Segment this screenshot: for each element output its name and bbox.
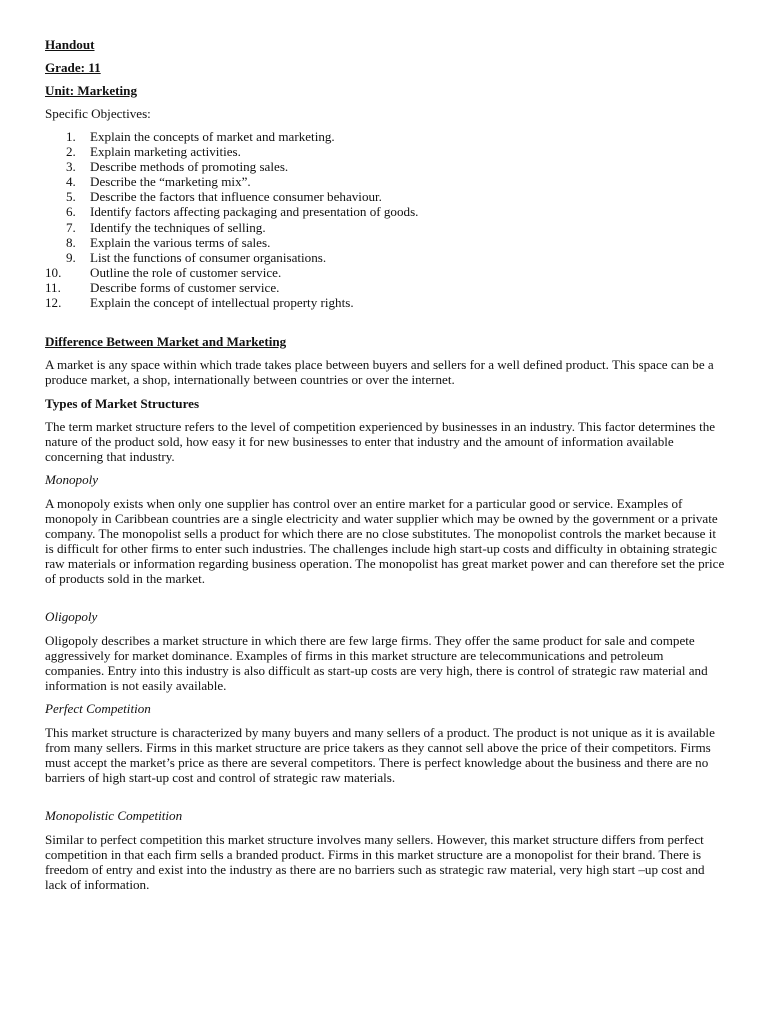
objective-item (45, 265, 725, 280)
objective-number: 2. (66, 144, 76, 160)
objective-number: 3. (66, 159, 76, 175)
objective-item (45, 220, 725, 235)
objectives-heading: Specific Objectives: (45, 106, 151, 121)
unit-heading: Unit: Marketing (45, 83, 138, 98)
types-heading: Types of Market Structures (45, 396, 200, 411)
objective-text: Describe methods of promoting sales. (90, 159, 289, 175)
objective-number: 1. (66, 129, 76, 144)
objective-number: 6. (66, 204, 76, 220)
objective-text: Explain the concept of intellectual property rights. (90, 295, 354, 311)
objective-number: 12. (45, 295, 62, 311)
oligopoly-heading: Oligopoly (45, 609, 98, 624)
objective-number: 10. (45, 264, 62, 280)
objective-number: 4. (66, 174, 76, 190)
perfect-competition-paragraph: This market structure is characterized by many buyers and many sellers of a product. The product is not unique as it is available from many sellers. Firms in this market structure are price takers as they cannot sell above the price of their competitors. Firms must accept the market’s price as there are several competitors. There is perfect knowledge about the business and there are no barriers of high start-up cost and control of strategic raw materials. (45, 725, 715, 785)
objective-number: 7. (66, 219, 76, 235)
objective-number: 5. (66, 189, 76, 205)
difference-heading: Difference Between Market and Marketing (45, 334, 287, 349)
objective-item (45, 144, 725, 159)
objective-item (45, 204, 725, 219)
monopolistic-competition-heading: Monopolistic Competition (45, 808, 183, 823)
objective-number: 11. (45, 279, 61, 295)
document-title: Handout (45, 37, 95, 52)
objective-text: Describe the “marketing mix”. (90, 174, 251, 190)
objective-item (45, 295, 725, 310)
objective-item (45, 174, 725, 189)
monopoly-heading: Monopoly (45, 472, 99, 487)
objective-text: Identify the techniques of selling. (90, 219, 266, 235)
objective-text: Explain marketing activities. (90, 144, 241, 160)
types-intro-paragraph: The term market structure refers to the level of competition experienced by businesses in an industry. This factor determines the nature of the product sold, how easy it for new businesses to enter that industry and the amount of information available concerning that industry. (45, 419, 716, 464)
objective-item (45, 159, 725, 174)
objective-text: Outline the role of customer service. (90, 264, 282, 280)
objective-item (45, 129, 725, 144)
monopoly-paragraph: A monopoly exists when only one supplier has control over an entire market for a particular good or service. Examples of monopoly in Caribbean countries are a single electricity and water supplier which may be owned by the government or a private company. The monopolist sells a product for which there are no close substitutes. The monopolist controls the market because it is difficult for other firms to enter such industries. The challenges include high start-up costs and difficulty in obtaining strategic raw materials or information regarding business operation. The monopolist has great market power and can therefore set the price of products sold in the market. (45, 496, 725, 586)
objectives-list (45, 129, 725, 310)
monopolistic-competition-paragraph: Similar to perfect competition this market structure involves many sellers. However, this market structure differs from perfect competition in that each firm sells a branded product. Firms in this market structure are a monopolist for their brand. There is freedom of entry and exist into the industry as there are no barriers such as strategic raw material, very high start –up cost and lack of information. (45, 832, 705, 892)
objective-item (45, 250, 725, 265)
oligopoly-paragraph: Oligopoly describes a market structure in which there are few large firms. They offer the same product for sale and compete aggressively for market dominance. Examples of firms in this market structure are telecommunications and petroleum companies. Entry into this industry is also difficult as start-up costs are very high, there is control of strategic raw material and information is not easily available. (45, 633, 708, 693)
objective-text: List the functions of consumer organisations. (90, 249, 327, 265)
objective-text: Explain the concepts of market and marketing. (90, 129, 335, 144)
objective-item (45, 189, 725, 204)
objective-number: 9. (66, 249, 76, 265)
objective-number: 8. (66, 234, 76, 250)
market-definition-paragraph: A market is any space within which trade takes place between buyers and sellers for a well defined product. This space can be a produce market, a shop, internationally between countries or over the internet. (45, 357, 714, 387)
perfect-competition-heading: Perfect Competition (45, 701, 151, 716)
objective-item (45, 235, 725, 250)
objective-item (45, 280, 725, 295)
objective-text: Identify factors affecting packaging and presentation of goods. (90, 204, 419, 220)
objective-text: Describe the factors that influence consumer behaviour. (90, 189, 382, 205)
grade-heading: Grade: 11 (45, 60, 101, 75)
objective-text: Explain the various terms of sales. (90, 234, 271, 250)
objective-text: Describe forms of customer service. (90, 279, 280, 295)
